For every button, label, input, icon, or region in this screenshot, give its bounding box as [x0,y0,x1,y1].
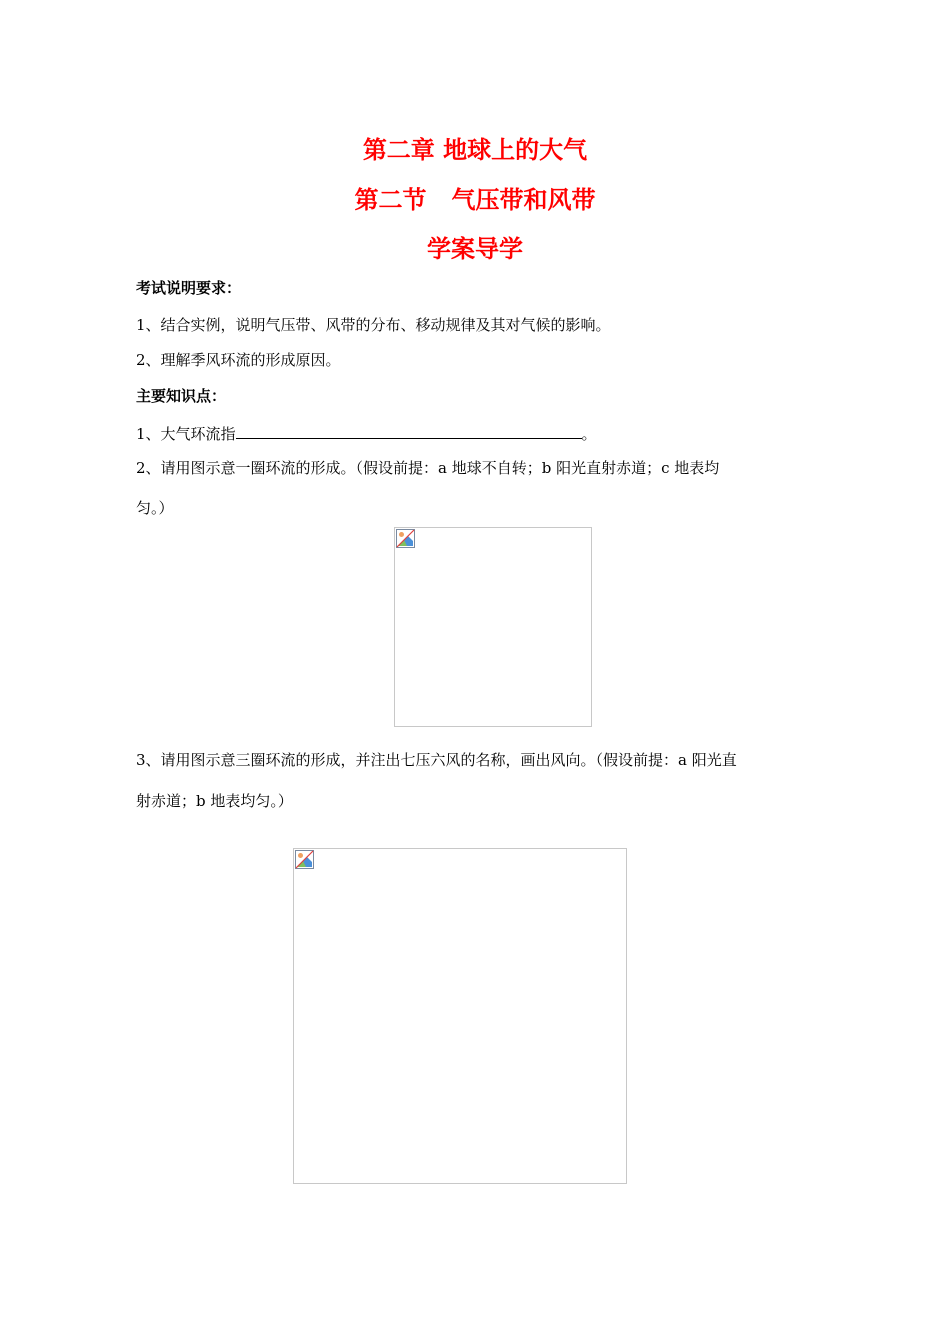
question-2-line-1: 2、请用图示意一圈环流的形成。（假设前提：a 地球不自转；b 阳光直射赤道；c 地表均 [136,459,720,477]
question-3-line-2: 射赤道；b 地表均匀。） [136,792,293,810]
question-2-line-2: 匀。） [136,499,174,517]
chapter-title: 第二章 地球上的大气 [362,136,588,164]
question-1 [136,422,597,444]
broken-image-icon [295,850,314,869]
section-title: 第二节 气压带和风带 [354,186,596,214]
exam-requirements-heading: 考试说明要求： [136,279,242,297]
exam-requirement-item-1: 1、结合实例，说明气压带、风带的分布、移动规律及其对气候的影响。 [136,316,611,334]
answer-blank[interactable] [236,422,582,439]
knowledge-points-heading: 主要知识点： [136,387,227,405]
broken-image-icon [396,529,415,548]
question-1-suffix: 。 [581,425,597,443]
figure-three-cell-circulation [293,848,627,1184]
exam-requirement-item-2: 2、理解季风环流的形成原因。 [136,351,341,369]
page-subtitle: 学案导学 [427,235,523,263]
figure-one-cell-circulation [394,527,592,727]
question-1-prefix: 1、大气环流指 [136,425,236,443]
question-3-line-1: 3、请用图示意三圈环流的形成，并注出七压六风的名称，画出风向。（假设前提：a 阳光直 [136,751,737,769]
